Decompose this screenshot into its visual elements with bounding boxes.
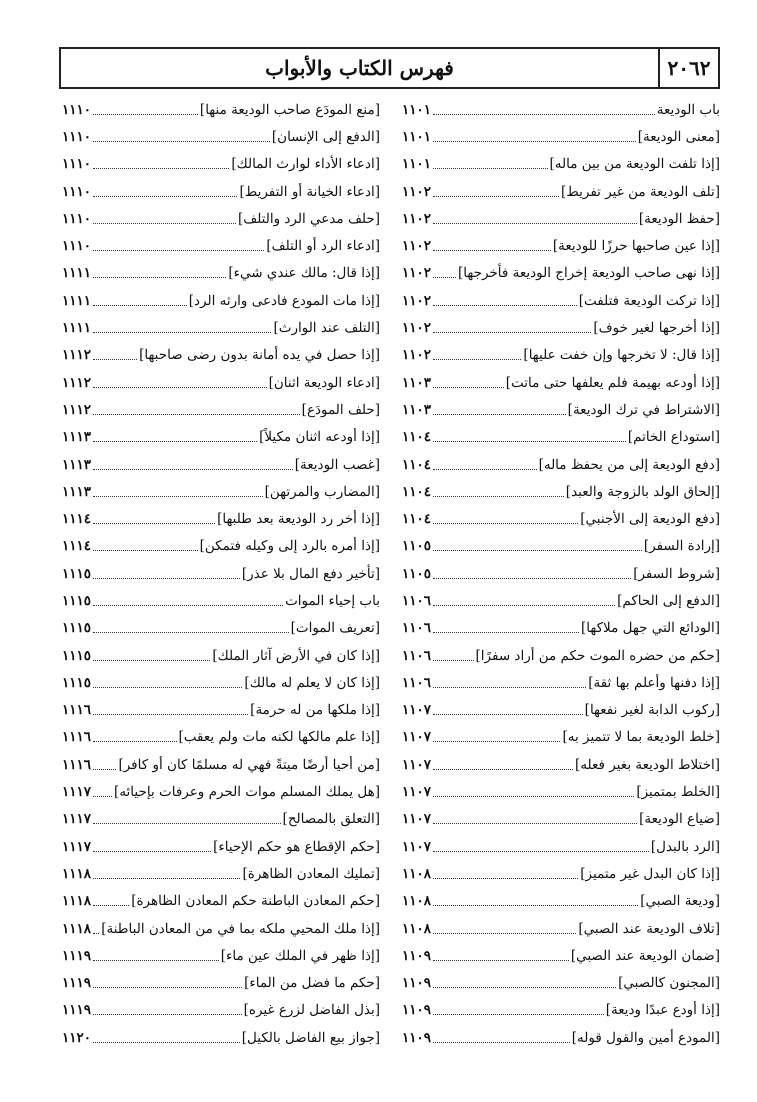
dot-leader	[433, 222, 637, 224]
index-entry	[62, 915, 380, 942]
dot-leader	[433, 577, 631, 579]
dot-leader	[433, 932, 576, 934]
entry-title: [إذا أودعه بهيمة فلم يعلفها حتى ماتت]	[505, 374, 720, 391]
entry-page-number: ١١٠٤	[402, 429, 432, 446]
dot-leader	[93, 413, 300, 415]
dot-leader	[433, 522, 578, 524]
entry-page-number: ١١٠٤	[402, 511, 432, 528]
dot-leader	[433, 795, 634, 797]
index-entry	[402, 314, 720, 341]
entry-page-number: ١١١٥	[62, 647, 92, 664]
entry-page-number: ١١١٧	[62, 784, 92, 801]
entry-title: [تلف الوديعة من غير تفريط]	[561, 183, 720, 200]
entry-title: [دفع الوديعة إلى الأجنبي]	[580, 511, 720, 528]
entry-title: [ادعاء الأداء لوارث المالك]	[231, 156, 380, 173]
entry-title: [إذا قال: مالك عندي شيء]	[228, 265, 380, 282]
entry-title: باب إحياء الموات	[285, 592, 380, 609]
entry-title: [إذا علم مالكها لكنه مات ولم يعقب]	[178, 729, 380, 746]
entry-page-number: ١١٠٧	[402, 838, 432, 855]
dot-leader	[93, 740, 177, 742]
index-entry	[402, 232, 720, 259]
entry-page-number: ١١١٠	[62, 156, 92, 173]
entry-page-number: ١١١٣	[62, 483, 92, 500]
dot-leader	[93, 113, 198, 115]
entry-page-number: ١١١٨	[62, 893, 92, 910]
entry-page-number: ١١١٦	[62, 756, 92, 773]
entry-title: [إذا ملكها من له حرمة]	[250, 702, 380, 719]
entry-page-number: ١١١٨	[62, 920, 92, 937]
index-entry	[402, 778, 720, 805]
index-entry	[62, 833, 380, 860]
entry-page-number: ١١٠٢	[402, 265, 432, 282]
dot-leader	[433, 1041, 570, 1043]
index-entry	[402, 806, 720, 833]
entry-title: [حكم من حضره الموت حكم من أراد سفرًا]	[475, 647, 720, 664]
entry-page-number: ١١١٣	[62, 429, 92, 446]
index-entry	[402, 287, 720, 314]
entry-page-number: ١١١٥	[62, 674, 92, 691]
entry-title: [الاشتراط في ترك الوديعة]	[567, 401, 720, 418]
index-entry	[62, 505, 380, 532]
entry-page-number: ١١١٢	[62, 347, 92, 364]
entry-page-number: ١١١٠	[62, 183, 92, 200]
entry-page-number: ١١١٤	[62, 511, 92, 528]
entry-title: [إذا تلفت الوديعة من بين ماله]	[549, 156, 720, 173]
dot-leader	[93, 904, 129, 906]
entry-title: [معنى الوديعة]	[637, 128, 720, 145]
entry-title: [جواز بيع الفاضل بالكيل]	[241, 1029, 380, 1046]
index-entry	[62, 314, 380, 341]
entry-title: [الدفع إلى الإنسان]	[271, 128, 380, 145]
index-entry	[62, 888, 380, 915]
index-entry	[62, 533, 380, 560]
dot-leader	[433, 195, 559, 197]
index-entry	[402, 396, 720, 423]
entry-page-number: ١١٠٩	[402, 975, 432, 992]
index-entry	[402, 178, 720, 205]
entry-page-number: ١١١١	[62, 292, 92, 309]
entry-title: [حكم ما فضل من الماء]	[244, 975, 380, 992]
dot-leader	[93, 713, 248, 715]
entry-page-number: ١١٠٦	[402, 674, 432, 691]
entry-title: [شروط السفر]	[633, 565, 720, 582]
entry-title: [تمليك المعادن الظاهرة]	[242, 865, 380, 882]
index-entry	[402, 505, 720, 532]
entry-title: [التلف عند الوارث]	[273, 320, 380, 337]
entry-page-number: ١١٠٦	[402, 592, 432, 609]
entry-title: [الخلط بمتميز]	[636, 784, 720, 801]
dot-leader	[93, 386, 267, 388]
dot-leader	[93, 850, 211, 852]
entry-page-number: ١١١٥	[62, 620, 92, 637]
dot-leader	[93, 631, 289, 633]
index-entry	[402, 533, 720, 560]
dot-leader	[433, 959, 569, 961]
dot-leader	[93, 1013, 242, 1015]
entry-page-number: ١١٠٥	[402, 538, 432, 555]
index-entry	[62, 860, 380, 887]
dot-leader	[433, 495, 564, 497]
entry-title: [وديعة الصبي]	[640, 893, 720, 910]
index-entry	[402, 970, 720, 997]
index-entry	[62, 96, 380, 123]
index-entry	[402, 1024, 720, 1051]
entry-title: [من أحيا أرضًا ميتةً فهي له مسلمًا كان أو كافر]	[118, 756, 380, 773]
entry-title: [الدفع إلى الحاكم]	[617, 592, 720, 609]
entry-page-number: ١١١٧	[62, 838, 92, 855]
dot-leader	[93, 822, 281, 824]
dot-leader	[93, 795, 112, 797]
index-entry	[62, 151, 380, 178]
dot-leader	[433, 604, 615, 606]
dot-leader	[433, 276, 456, 278]
entry-page-number: ١١١٧	[62, 811, 92, 828]
entry-title: [استوداع الخاتم]	[627, 429, 720, 446]
entry-page-number: ١١٠٢	[402, 210, 432, 227]
entry-title: [تعريف الموات]	[290, 620, 380, 637]
entry-title: [ادعاء الوديعة اثنان]	[268, 374, 380, 391]
entry-title: [المجنون كالصبي]	[618, 975, 720, 992]
entry-page-number: ١١١٥	[62, 592, 92, 609]
entry-page-number: ١١٢٠	[62, 1029, 92, 1046]
index-entry	[402, 478, 720, 505]
entry-title: [إذا أمره بالرد إلى وكيله فتمكن]	[199, 538, 380, 555]
entry-title: [إذا تركت الوديعة فتلفت]	[578, 292, 720, 309]
index-entry	[62, 451, 380, 478]
dot-leader	[93, 577, 240, 579]
entry-title: [المودع أمين والقول قوله]	[571, 1029, 720, 1046]
entry-page-number: ١١١٤	[62, 538, 92, 555]
index-entry	[62, 1024, 380, 1051]
dot-leader	[433, 986, 616, 988]
entry-page-number: ١١٠٧	[402, 756, 432, 773]
entry-page-number: ١١١٠	[62, 101, 92, 118]
index-entry	[402, 860, 720, 887]
page-title: فهرس الكتاب والأبواب	[265, 56, 454, 80]
index-entry	[62, 123, 380, 150]
entry-page-number: ١١٠٧	[402, 702, 432, 719]
dot-leader	[93, 222, 236, 224]
dot-leader	[93, 331, 271, 333]
dot-leader	[433, 549, 642, 551]
index-entry	[62, 751, 380, 778]
entry-page-number: ١١١١	[62, 265, 92, 282]
index-entry	[62, 369, 380, 396]
dot-leader	[433, 822, 637, 824]
dot-leader	[93, 959, 219, 961]
entry-page-number: ١١١٩	[62, 947, 92, 964]
dot-leader	[93, 686, 242, 688]
dot-leader	[433, 304, 577, 306]
dot-leader	[433, 167, 548, 169]
entry-page-number: ١١٠٩	[402, 1029, 432, 1046]
entry-page-number: ١١٠٢	[402, 183, 432, 200]
index-entry	[62, 806, 380, 833]
dot-leader	[93, 932, 99, 934]
dot-leader	[433, 386, 504, 388]
index-entry	[402, 96, 720, 123]
entry-page-number: ١١١٢	[62, 374, 92, 391]
entry-title: [تأخير دفع المال بلا عذر]	[241, 565, 380, 582]
index-entry	[402, 451, 720, 478]
entry-page-number: ١١١٩	[62, 1002, 92, 1019]
dot-leader	[433, 440, 626, 442]
index-entry	[402, 697, 720, 724]
index-entry	[62, 560, 380, 587]
dot-leader	[93, 167, 229, 169]
page-header	[59, 47, 720, 89]
entry-page-number: ١١١٨	[62, 865, 92, 882]
index-entry	[62, 669, 380, 696]
dot-leader	[93, 768, 116, 770]
index-entry	[402, 369, 720, 396]
dot-leader	[433, 358, 521, 360]
dot-leader	[433, 631, 579, 633]
entry-page-number: ١١٠٩	[402, 1002, 432, 1019]
entry-page-number: ١١١٠	[62, 128, 92, 145]
index-entry	[62, 232, 380, 259]
entry-title: باب الوديعة	[656, 101, 720, 118]
entry-title: [إذا حصل في يده أمانة بدون رضى صاحبها]	[139, 347, 380, 364]
dot-leader	[433, 768, 573, 770]
index-entry	[402, 151, 720, 178]
entry-page-number: ١١٠٢	[402, 347, 432, 364]
entry-page-number: ١١١٠	[62, 210, 92, 227]
entry-title: [إذا كان لا يعلم له مالك]	[244, 674, 380, 691]
index-entry	[402, 997, 720, 1024]
entry-page-number: ١١٠٣	[402, 374, 432, 391]
entry-page-number: ١١٠٦	[402, 620, 432, 637]
dot-leader	[93, 249, 264, 251]
entry-title: [ادعاء الخيانة أو التفريط]	[239, 183, 380, 200]
entry-page-number: ١١٠٨	[402, 920, 432, 937]
entry-title: [ركوب الدابة لغير نفعها]	[584, 702, 720, 719]
dot-leader	[93, 358, 137, 360]
entry-page-number: ١١٠٢	[402, 292, 432, 309]
index-entry	[62, 424, 380, 451]
index-entry	[402, 888, 720, 915]
dot-leader	[433, 413, 566, 415]
entry-page-number: ١١٠٧	[402, 811, 432, 828]
entry-title: [حلف مدعي الرد والتلف]	[237, 210, 380, 227]
entry-title: [ادعاء الرد أو التلف]	[266, 238, 380, 255]
entry-title: [إذا أودع عبدًا وديعة]	[605, 1002, 720, 1019]
dot-leader	[433, 249, 551, 251]
entry-title: [حكم الإقطاع هو حكم الإحياء]	[213, 838, 380, 855]
index-entry	[402, 587, 720, 614]
entry-title: [إذا كان البدل غير متميز]	[580, 865, 720, 882]
entry-title: [إذا أخر رد الوديعة بعد طلبها]	[217, 511, 380, 528]
entry-title: [التعلق بالمصالح]	[282, 811, 380, 828]
entry-title: [إذا ملك المحيي ملكه بما في من المعادن الباطنة]	[101, 920, 380, 937]
entry-title: [إذا قال: لا تخرجها وإن خفت عليها]	[523, 347, 720, 364]
index-entry	[62, 697, 380, 724]
entry-title: [إذا دفنها وأعلم بها ثقة]	[588, 674, 720, 691]
entry-title: [إذا ظهر في الملك عين ماء]	[220, 947, 380, 964]
entry-title: [إذا أودعه اثنان مكيلاً]	[259, 429, 380, 446]
dot-leader	[93, 440, 257, 442]
entry-title: [خلط الوديعة بما لا تتميز به]	[562, 729, 720, 746]
index-entry	[402, 260, 720, 287]
entry-title: [بذل الفاضل لزرع غيره]	[243, 1002, 380, 1019]
index-entry	[402, 205, 720, 232]
entry-title: [الرد بالبدل]	[650, 838, 720, 855]
entry-title: [تلاف الوديعة عند الصبي]	[578, 920, 720, 937]
dot-leader	[433, 686, 586, 688]
entry-page-number: ١١٠٣	[402, 401, 432, 418]
entry-title: [إذا مات المودع فادعى وارثه الرد]	[188, 292, 380, 309]
page-number: ٢٠٦٢	[658, 49, 718, 87]
entry-title: [إذا نهى صاحب الوديعة إخراج الوديعة فأخرجها]	[458, 265, 720, 282]
dot-leader	[433, 140, 636, 142]
index-entry	[402, 615, 720, 642]
index-entry	[62, 970, 380, 997]
entry-title: [حلف المودَع]	[301, 401, 380, 418]
entry-title: [حفظ الوديعة]	[638, 210, 720, 227]
dot-leader	[93, 522, 215, 524]
dot-leader	[93, 495, 263, 497]
index-entry	[402, 342, 720, 369]
index-entry	[402, 560, 720, 587]
index-entry	[62, 997, 380, 1024]
entry-title: [ضياع الوديعة]	[639, 811, 720, 828]
index-entry	[402, 751, 720, 778]
entry-page-number: ١١٠٤	[402, 483, 432, 500]
entry-page-number: ١١١٣	[62, 456, 92, 473]
index-entry	[62, 396, 380, 423]
dot-leader	[93, 1041, 240, 1043]
index-entry	[402, 642, 720, 669]
index-entry	[62, 478, 380, 505]
index-entry	[402, 942, 720, 969]
entry-title: [اختلاط الوديعة بغير فعله]	[575, 756, 720, 773]
index-entry	[402, 724, 720, 751]
entry-title: [حكم المعادن الباطنة حكم المعادن الظاهرة]	[131, 893, 380, 910]
dot-leader	[93, 140, 270, 142]
entry-page-number: ١١١٢	[62, 401, 92, 418]
index-entry	[402, 833, 720, 860]
entry-page-number: ١١١٦	[62, 702, 92, 719]
entry-page-number: ١١٠٦	[402, 647, 432, 664]
entry-title: [منع المودَع صاحب الوديعة منها]	[199, 101, 380, 118]
dot-leader	[93, 195, 237, 197]
index-entry	[62, 778, 380, 805]
entry-page-number: ١١٠٩	[402, 947, 432, 964]
entry-title: [غصب الوديعة]	[294, 456, 380, 473]
entry-title: [إذا كان في الأرض آثار الملك]	[212, 647, 380, 664]
entry-page-number: ١١٠١	[402, 128, 432, 145]
dot-leader	[93, 986, 242, 988]
entry-title: [هل يملك المسلم موات الحرم وعرفات بإحيائه]	[114, 784, 380, 801]
dot-leader	[93, 604, 283, 606]
index-entry	[62, 178, 380, 205]
index-entry	[62, 642, 380, 669]
dot-leader	[93, 659, 210, 661]
dot-leader	[433, 904, 638, 906]
entry-page-number: ١١٠٧	[402, 784, 432, 801]
index-entry	[62, 260, 380, 287]
index-entry	[62, 724, 380, 751]
index-column-right	[402, 96, 720, 1051]
entry-page-number: ١١٠١	[402, 156, 432, 173]
entry-title: [دفع الوديعة إلى من يحفظ ماله]	[538, 456, 720, 473]
entry-page-number: ١١١٦	[62, 729, 92, 746]
index-entry	[62, 287, 380, 314]
dot-leader	[433, 850, 649, 852]
entry-page-number: ١١١٩	[62, 975, 92, 992]
index-entry	[402, 669, 720, 696]
entry-page-number: ١١٠١	[402, 101, 432, 118]
entry-page-number: ١١٠٧	[402, 729, 432, 746]
entry-page-number: ١١١١	[62, 320, 92, 337]
entry-page-number: ١١٠٢	[402, 320, 432, 337]
entry-page-number: ١١٠٢	[402, 238, 432, 255]
entry-page-number: ١١١٠	[62, 238, 92, 255]
entry-page-number: ١١٠٨	[402, 893, 432, 910]
entry-title: [إذا أخرجها لغير خوف]	[593, 320, 720, 337]
dot-leader	[433, 713, 583, 715]
dot-leader	[93, 468, 293, 470]
dot-leader	[433, 468, 537, 470]
entry-title: [المضارب والمرتهن]	[264, 483, 380, 500]
index-entry	[402, 915, 720, 942]
entry-title: [إلحاق الولد بالزوجة والعبد]	[565, 483, 720, 500]
dot-leader	[433, 877, 578, 879]
dot-leader	[93, 549, 198, 551]
dot-leader	[433, 740, 560, 742]
dot-leader	[93, 304, 187, 306]
index-entry	[62, 587, 380, 614]
dot-leader	[93, 276, 226, 278]
entry-page-number: ١١٠٤	[402, 456, 432, 473]
dot-leader	[433, 1013, 604, 1015]
dot-leader	[93, 877, 240, 879]
entry-page-number: ١١٠٥	[402, 565, 432, 582]
index-entry	[402, 123, 720, 150]
dot-leader	[433, 659, 474, 661]
entry-page-number: ١١١٥	[62, 565, 92, 582]
index-entry	[62, 342, 380, 369]
entry-title: [ضمان الوديعة عند الصبي]	[570, 947, 720, 964]
index-entry	[62, 615, 380, 642]
index-entry	[62, 205, 380, 232]
entry-title: [إذا عين صاحبها حرزًا للوديعة]	[552, 238, 720, 255]
index-entry	[402, 424, 720, 451]
index-entry	[62, 942, 380, 969]
dot-leader	[433, 113, 655, 115]
entry-title: [الودائع التي جهل ملاكها]	[581, 620, 720, 637]
index-column-left	[62, 96, 380, 1051]
entry-page-number: ١١٠٨	[402, 865, 432, 882]
dot-leader	[433, 331, 591, 333]
entry-title: [إرادة السفر]	[643, 538, 720, 555]
